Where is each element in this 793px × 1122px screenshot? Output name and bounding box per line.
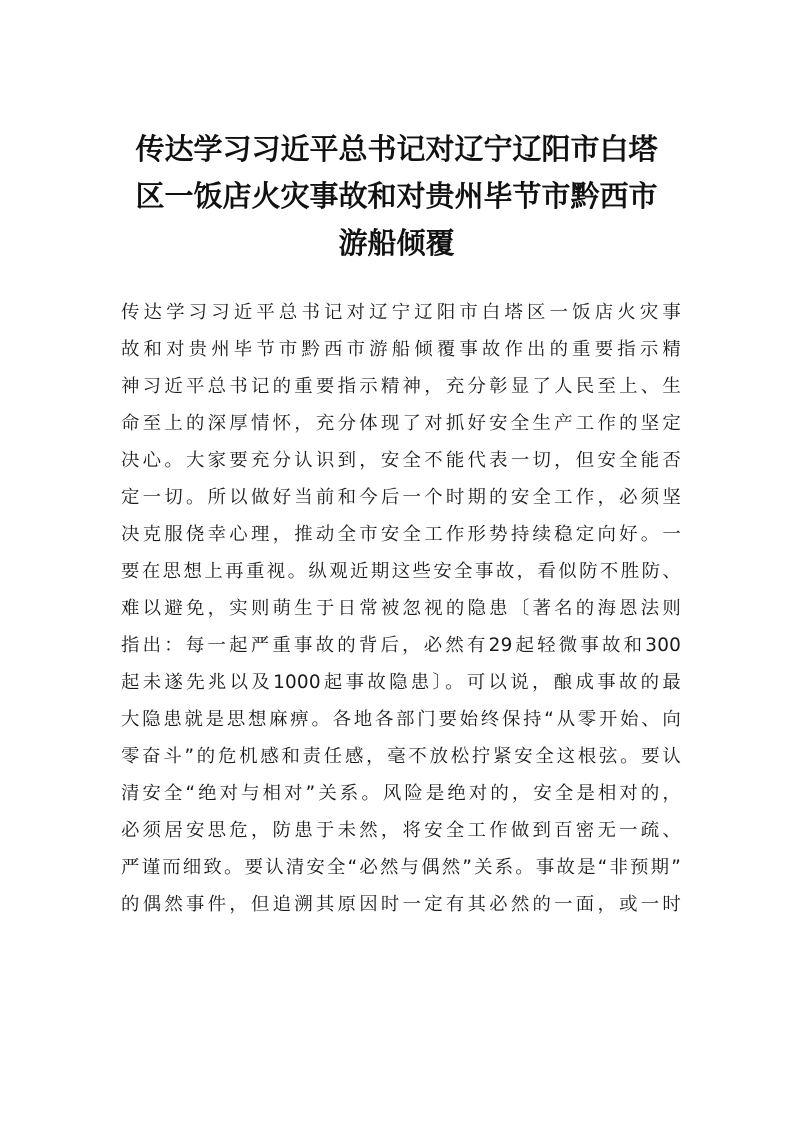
body-line: 难以避免，实则萌生于日常被忽视的隐患〔著名的海恩法则 <box>121 598 681 619</box>
body-line: 零奋斗”的危机感和责任感，毫不放松拧紧安全这根弦。要认 <box>121 746 681 767</box>
title-line: 传达学习习近平总书记对辽宁辽阳市白塔 <box>135 132 658 166</box>
title-line: 游船倾覆 <box>338 226 455 260</box>
body-line: 传达学习习近平总书记对辽宁辽阳市白塔区一饭店火灾事 <box>121 302 681 323</box>
body-line: 决心。大家要充分认识到，安全不能代表一切，但安全能否 <box>121 450 681 471</box>
body-line: 故和对贵州毕节市黔西市游船倾覆事故作出的重要指示精 <box>121 339 681 360</box>
body-line: 决克服侥幸心理，推动全市安全工作形势持续稳定向好。一 <box>121 524 681 545</box>
body-line: 要在思想上再重视。纵观近期这些安全事故，看似防不胜防、 <box>121 561 681 582</box>
body-line: 严谨而细致。要认清安全“必然与偶然”关系。事故是“非预期” <box>121 857 681 878</box>
body-line: 大隐患就是思想麻痹。各地各部门要始终保持“从零开始、向 <box>121 709 681 730</box>
document-body <box>121 294 681 923</box>
title-line: 区一饭店火灾事故和对贵州毕节市黔西市 <box>135 179 658 213</box>
body-line: 起未遂先兆以及1000起事故隐患〕。可以说，酿成事故的最 <box>121 672 681 693</box>
body-line: 定一切。所以做好当前和今后一个时期的安全工作，必须坚 <box>121 487 681 508</box>
document-title <box>100 126 693 267</box>
body-line: 神习近平总书记的重要指示精神，充分彰显了人民至上、生 <box>121 376 681 397</box>
body-line: 指出：每一起严重事故的背后，必然有29起轻微事故和300 <box>121 635 681 656</box>
body-line: 必须居安思危，防患于未然，将安全工作做到百密无一疏、 <box>121 820 681 841</box>
body-line: 的偶然事件，但追溯其原因时一定有其必然的一面，或一时 <box>121 894 681 915</box>
body-line: 清安全“绝对与相对”关系。风险是绝对的，安全是相对的， <box>121 783 681 804</box>
body-line: 命至上的深厚情怀，充分体现了对抓好安全生产工作的坚定 <box>121 413 681 434</box>
